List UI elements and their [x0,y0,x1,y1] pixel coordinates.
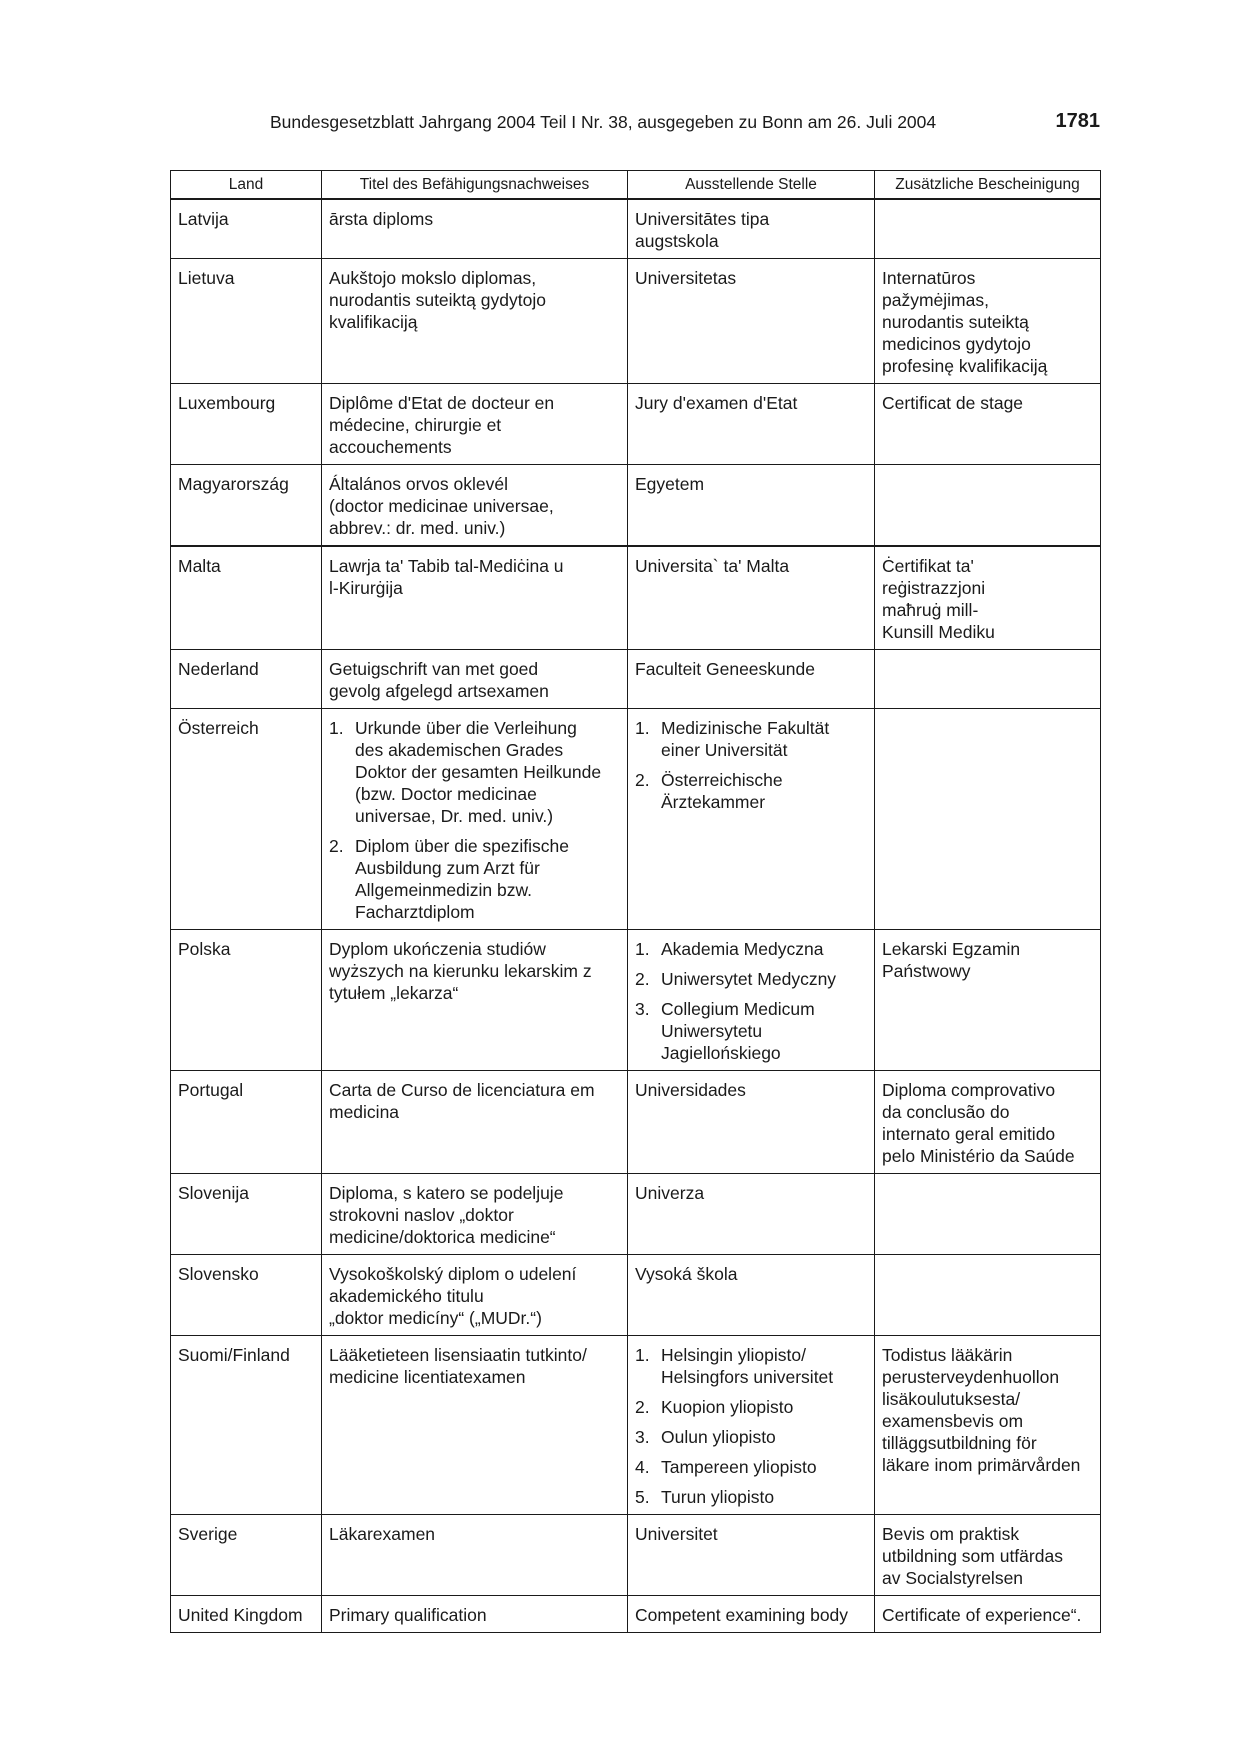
cell-titel: ārsta diploms [322,199,628,259]
cell-titel: Lawrja ta' Tabib tal-Mediċina u l-Kirurġija [322,546,628,650]
cell-titel: Carta de Curso de licenciatura em medicina [322,1071,628,1174]
cell-titel: Aukštojo mokslo diplomas, nurodantis suteiktą gydytojo kvalifikaciją [322,259,628,384]
qualifications-table [170,170,1101,1633]
cell-land: Sverige [171,1515,322,1596]
list-number: 4. [635,1457,650,1477]
list-number: 1. [635,939,650,959]
list-item [635,1396,867,1418]
list-item [329,835,620,923]
table-row [171,259,1101,384]
cell-stelle: Faculteit Geneeskunde [628,650,875,709]
table-row [171,465,1101,547]
numbered-list [329,717,620,923]
cell-stelle: Universidades [628,1071,875,1174]
cell-bescheinigung [875,1255,1101,1336]
table-header-row [171,171,1101,200]
list-item [635,968,867,990]
table-row [171,546,1101,650]
table-body [171,199,1101,1633]
cell-land: Suomi/Finland [171,1336,322,1515]
cell-bescheinigung [875,1174,1101,1255]
table-row [171,930,1101,1071]
cell-titel: Vysokoškolský diplom o udelení akademického titulu „doktor medicíny“ („MUDr.“) [322,1255,628,1336]
numbered-list [635,717,867,813]
column-header-titel: Titel des Befähigungsnachweises [322,171,628,200]
column-header-land: Land [171,171,322,200]
cell-bescheinigung: Lekarski Egzamin Państwowy [875,930,1101,1071]
cell-stelle [628,930,875,1071]
list-number: 2. [635,770,650,790]
list-item-text: Medizinische Fakultät einer Universität [661,718,830,760]
cell-bescheinigung [875,199,1101,259]
cell-stelle: Universitet [628,1515,875,1596]
cell-bescheinigung [875,650,1101,709]
list-item-text: Helsingin yliopisto/ Helsingfors universitet [661,1345,834,1387]
list-number: 1. [329,718,344,738]
list-number: 5. [635,1487,650,1507]
table-row [171,650,1101,709]
cell-titel: Diploma, s katero se podeljuje strokovni naslov „doktor medicine/doktorica medicine“ [322,1174,628,1255]
list-number: 2. [635,969,650,989]
cell-titel [322,709,628,930]
table-row [171,1071,1101,1174]
cell-titel: Läkarexamen [322,1515,628,1596]
cell-land: Slovensko [171,1255,322,1336]
cell-bescheinigung: Todistus lääkärin perusterveydenhuollon lisäkoulutuksesta/ examensbevis om tilläggsutbildning för läkare inom primärvården [875,1336,1101,1515]
list-item [635,1344,867,1388]
numbered-list [635,1344,867,1508]
table-row [171,1174,1101,1255]
list-item-text: Österreichische Ärztekammer [661,770,783,812]
list-item [635,769,867,813]
cell-land: Malta [171,546,322,650]
cell-land: Slovenija [171,1174,322,1255]
cell-stelle: Universitetas [628,259,875,384]
cell-land: Polska [171,930,322,1071]
list-item [329,717,620,827]
cell-bescheinigung: Certificat de stage [875,384,1101,465]
cell-land: Portugal [171,1071,322,1174]
cell-bescheinigung: Bevis om praktisk utbildning som utfärdas av Socialstyrelsen [875,1515,1101,1596]
cell-bescheinigung: Certificate of experience“. [875,1596,1101,1633]
list-item [635,1426,867,1448]
table-row [171,1515,1101,1596]
list-number: 1. [635,718,650,738]
table-row [171,384,1101,465]
cell-land: Österreich [171,709,322,930]
list-item [635,717,867,761]
cell-titel: Primary qualification [322,1596,628,1633]
cell-land: Nederland [171,650,322,709]
cell-titel: Dyplom ukończenia studiów wyższych na kierunku lekarskim z tytułem „lekarza“ [322,930,628,1071]
list-item [635,998,867,1064]
cell-titel: Getuigschrift van met goed gevolg afgelegd artsexamen [322,650,628,709]
list-item-text: Oulun yliopisto [661,1427,776,1447]
cell-titel: Lääketieteen lisensiaatin tutkinto/ medicine licentiatexamen [322,1336,628,1515]
table-row [171,709,1101,930]
list-item-text: Turun yliopisto [661,1487,775,1507]
cell-land: Luxembourg [171,384,322,465]
table-row [171,199,1101,259]
cell-stelle: Universita` ta' Malta [628,546,875,650]
list-number: 2. [329,836,344,856]
page-number: 1781 [1055,110,1100,132]
cell-stelle: Jury d'examen d'Etat [628,384,875,465]
cell-land: United Kingdom [171,1596,322,1633]
cell-bescheinigung: Internatūros pažymėjimas, nurodantis suteiktą medicinos gydytojo profesinę kvalifikaciją [875,259,1101,384]
cell-bescheinigung: Ċertifikat ta' reġistrazzjoni maħruġ mill- Kunsill Mediku [875,546,1101,650]
list-item-text: Collegium Medicum Uniwersytetu Jagiellońskiego [661,999,815,1063]
list-number: 2. [635,1397,650,1417]
table-row [171,1255,1101,1336]
list-number: 3. [635,1427,650,1447]
table-row [171,1596,1101,1633]
cell-stelle: Competent examining body [628,1596,875,1633]
cell-bescheinigung [875,465,1101,547]
cell-land: Magyarország [171,465,322,547]
cell-titel: Diplôme d'Etat de docteur en médecine, chirurgie et accouchements [322,384,628,465]
column-header-stelle: Ausstellende Stelle [628,171,875,200]
list-item-text: Tampereen yliopisto [661,1457,817,1477]
cell-land: Latvija [171,199,322,259]
cell-stelle [628,1336,875,1515]
list-item-text: Urkunde über die Verleihung des akademischen Grades Doktor der gesamten Heilkunde (bzw. Doctor medicinae universae, Dr. med. univ.) [355,718,602,826]
list-item-text: Kuopion yliopisto [661,1397,794,1417]
list-number: 1. [635,1345,650,1365]
cell-stelle: Vysoká škola [628,1255,875,1336]
list-item-text: Akademia Medyczna [661,939,824,959]
list-item [635,938,867,960]
cell-bescheinigung [875,709,1101,930]
list-item-text: Diplom über die spezifische Ausbildung zum Arzt für Allgemeinmedizin bzw. Facharztdiplom [355,836,569,922]
list-item [635,1486,867,1508]
cell-stelle: Egyetem [628,465,875,547]
table-row [171,1336,1101,1515]
list-item-text: Uniwersytet Medyczny [661,969,837,989]
list-number: 3. [635,999,650,1019]
list-item [635,1456,867,1478]
cell-stelle [628,709,875,930]
running-header: Bundesgesetzblatt Jahrgang 2004 Teil I Nr. 38, ausgegeben zu Bonn am 26. Juli 2004 [270,112,937,132]
page-header [170,110,1100,138]
column-header-bescheinigung: Zusätzliche Bescheinigung [875,171,1101,200]
cell-land: Lietuva [171,259,322,384]
cell-stelle: Univerza [628,1174,875,1255]
cell-titel: Általános orvos oklevél (doctor medicinae universae, abbrev.: dr. med. univ.) [322,465,628,547]
numbered-list [635,938,867,1064]
cell-bescheinigung: Diploma comprovativo da conclusão do internato geral emitido pelo Ministério da Saúde [875,1071,1101,1174]
cell-stelle: Universitātes tipa augstskola [628,199,875,259]
